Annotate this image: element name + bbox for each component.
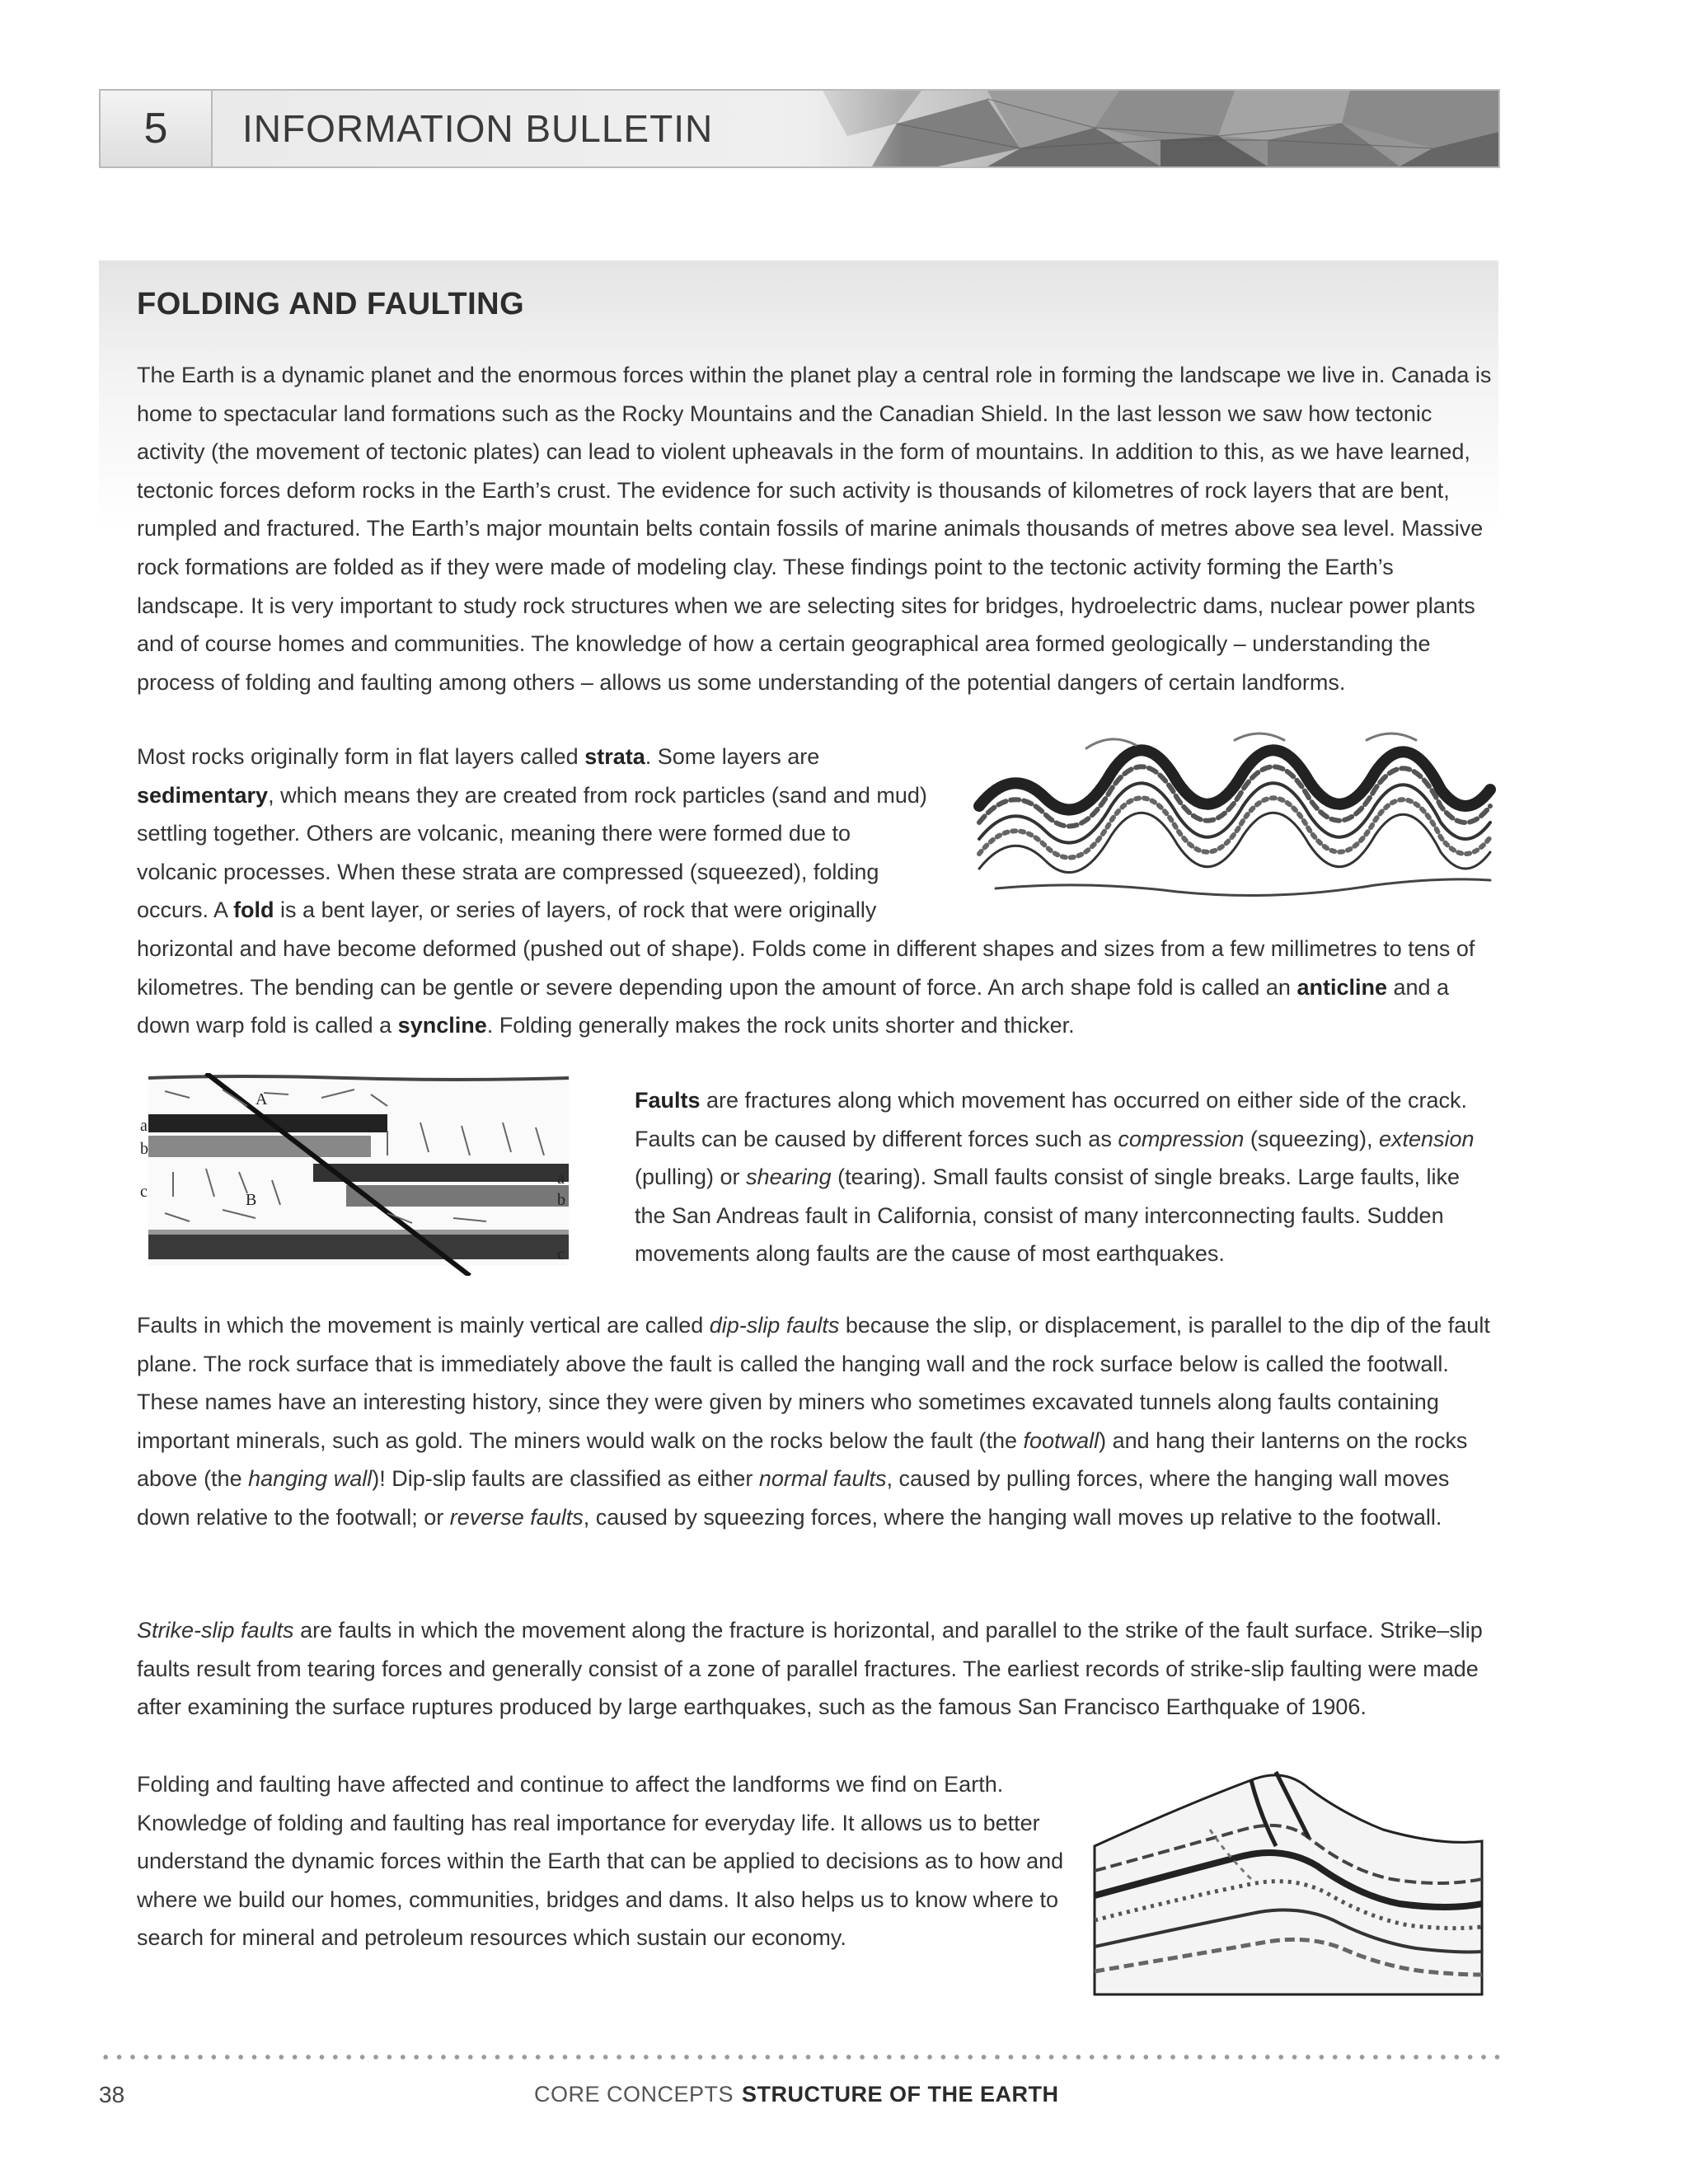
text-run: The Earth is a dynamic planet and the enormous forces within the planet play a central role in forming the landscape we live in. Canada is home to spectacular land formations such as the Rocky Mountains and the Canadian Shield. In the last lesson we saw how tectonic activity (the movement of tectonic plates) can lead to violent upheavals in the form of mountains. In addition to this, as we have learned, tectonic forces deform rocks in the Earth’s crust. The evidence for such activity is thousands of kilometres of rock layers that are bent, rumpled and fractured. The Earth’s major mountain belts contain fossils of marine animals thousands of metres above sea level. Massive rock formations are folded as if they were made of modeling clay. These findings point to the tectonic activity forming the Earth’s landscape. It is very important to study rock structures when we are selecting sites for bridges, hydroelectric dams, nuclear power plants and of course homes and communities. The knowledge of how a certain geographical area formed geologically – understanding the process of folding and faulting among others – allows us some understanding of the potential dangers of certain landforms. [137,363,1492,695]
text-run: , which means they are created from rock particles (sand and mud) settling together. Others are volcanic, meaning there were formed due to volcanic processes. When these strata are compressed (squeezed), folding occurs. A [137,782,927,923]
text-run: Most rocks originally form in flat layers called [137,744,585,769]
fault-label-c-left: c [140,1183,148,1201]
text-run: and a down warp fold is called a [137,974,1450,1038]
text-run: Strike-slip faults [137,1618,294,1643]
fault-cross-section-illustration [140,1073,577,1276]
text-run: dip-slip faults [709,1313,840,1338]
text-run: fold [233,898,274,923]
text-run: Faults in which the movement is mainly vertical are called [137,1313,710,1338]
fault-label-b-right: b [557,1191,565,1209]
text-run: . Folding generally makes the rock units shorter and thicker. [486,1013,1075,1038]
text-run: ) and hang their lanterns on the rocks above (the [137,1427,1468,1492]
paragraph-strike-slip [137,1611,1498,1727]
text-run: Folding and faulting have affected and continue to affect the landforms we find on Earth. Knowledge of folding and faulting has real importance for everyday life. It allows us to better understand the dynamic forces within the Earth that can be applied to decisions as to how and where we build our homes, communities, bridges and dams. It also helps us to know where to search for mineral and petroleum resources which sustain our economy. [137,1772,1064,1951]
text-run: (pulling) or [635,1165,747,1190]
text-run: hanging wall [248,1466,373,1492]
text-run: (tearing). Small faults consist of single breaks. Large faults, like the San Andreas fault in California, consist of many interconnecting faults. Sudden movements along faults are the cause of most earthquakes. [635,1165,1460,1267]
text-run: , caused by pulling forces, where the hanging wall moves down relative to the footwall; or [137,1466,1450,1530]
text-run: strata [584,744,645,769]
text-run: anticline [1296,974,1387,1000]
text-run: compression [1118,1126,1245,1151]
fault-label-a-left: a [140,1117,148,1135]
text-run: reverse faults [449,1504,584,1530]
chapter-title: INFORMATION BULLETIN [242,107,714,150]
paragraph-faults [635,1081,1492,1273]
fault-label-B: B [246,1191,257,1209]
text-run: . Some layers are [645,744,820,769]
text-run: is a bent layer, or series of layers, of rock that were originally horizontal and have become deformed (pushed out of shape). Folds come in different shapes and sizes from a few millimetres to tens of kilometres. The bending can be gentle or severe depending upon the amount of force. An arch shape fold is called an [137,898,1475,1000]
text-run: because the slip, or displacement, is parallel to the dip of the fault plane. The rock surface that is immediately above the fault is called the hanging wall and the rock surface below is called the footwall. These names have an interesting history, since they were given by miners who sometimes excavated tunnels along faults containing important minerals, such as gold. The miners would walk on the rocks below the fault (the [137,1313,1490,1453]
text-run: are fractures along which movement has occurred on either side of the crack. Faults can be caused by different forces such as [635,1088,1467,1151]
paragraph-dip-slip [137,1306,1498,1537]
fault-label-c-right: c [557,1245,565,1263]
chapter-header [99,89,1500,168]
text-run: , caused by squeezing forces, where the hanging wall moves up relative to the footwall. [583,1504,1442,1530]
text-run: syncline [397,1013,487,1038]
fault-label-b-left: b [140,1140,148,1158]
paragraph-intro [137,356,1498,701]
text-run: footwall [1023,1427,1100,1453]
folded-strata-illustration [963,715,1507,907]
text-run: normal faults [758,1466,887,1492]
text-run: (squeezing), [1244,1126,1379,1151]
footer-label-strong: STRUCTURE OF THE EARTH [742,2082,1059,2107]
text-run: Faults [635,1088,701,1113]
section-title: FOLDING AND FAULTING [137,287,525,321]
footer-label: CORE CONCEPTS [534,2082,734,2107]
chapter-number: 5 [101,91,213,166]
footer-divider [99,2054,1500,2060]
paragraph-conclusion [137,1765,1068,1957]
eroded-fold-illustration [1086,1755,1498,2003]
text-run: extension [1378,1126,1475,1151]
page-number: 38 [99,2082,125,2107]
text-run: are faults in which the movement along the fracture is horizontal, and parallel to the strike of the fault surface. Strike–slip faults result from tearing forces and generally consist of a zone of parallel fractures. The earliest records of strike-slip faulting were made after examining the surface ruptures produced by large earthquakes, such as the famous San Francisco Earthquake of 1906. [137,1618,1483,1720]
footer-running-title [534,2082,1059,2107]
rock-texture-image [773,91,1498,166]
fault-label-A: A [256,1090,268,1108]
text-run: shearing [746,1165,832,1190]
fault-label-a-right: a [557,1169,565,1188]
text-run: )! Dip-slip faults are classified as either [372,1466,759,1492]
text-run: sedimentary [137,782,269,808]
